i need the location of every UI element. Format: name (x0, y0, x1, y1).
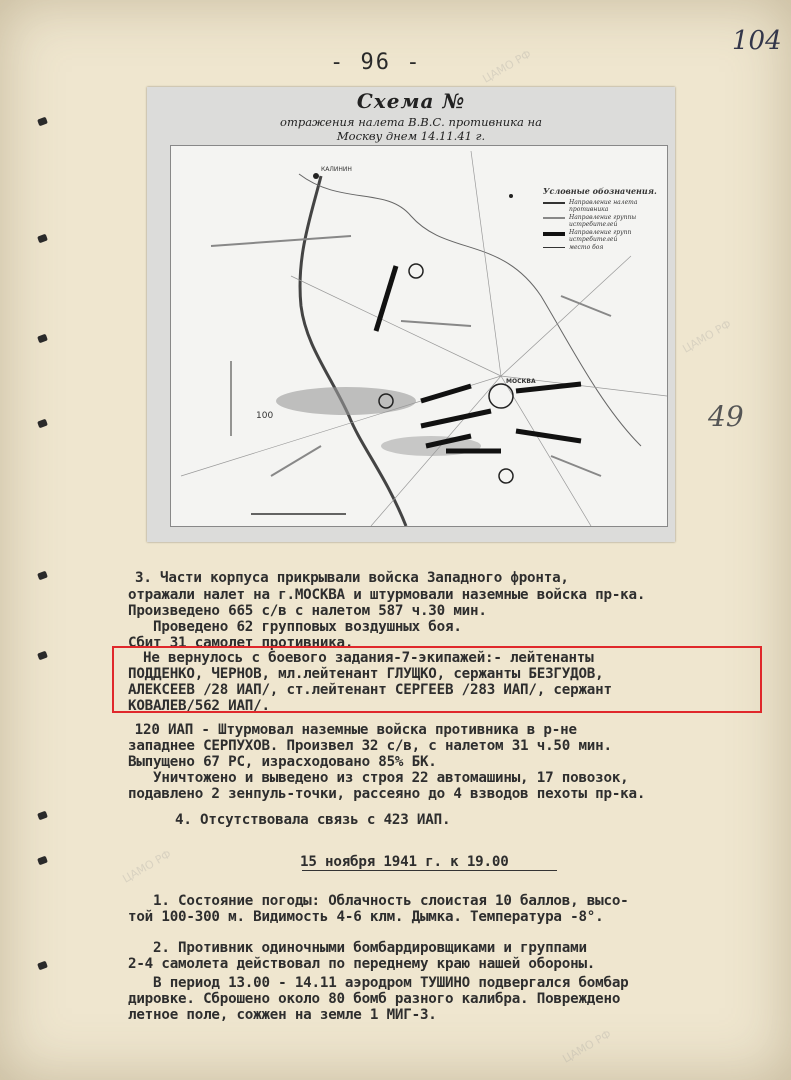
paragraph-2-line: 2-4 самолета действовал по переднему краю нашей обороны. (128, 956, 596, 972)
map-legend (543, 186, 661, 259)
paragraph-2-line: В период 13.00 - 14.11 аэродром ТУШИНО подвергался бомбар (128, 975, 629, 991)
missing-crews-line: Не вернулось с боевого задания-7-экипажей:- лейтенанты (118, 650, 594, 666)
watermark: ЦАМО РФ (680, 317, 734, 356)
date-heading: 15 ноября 1941 г. к 19.00 (300, 854, 509, 870)
scheme-subtitle-line1: отражения налета В.В.С. противника на (280, 115, 542, 129)
map-label-kalinin: КАЛИНИН (321, 166, 352, 173)
archive-number: 104 (732, 26, 782, 56)
side-number: 49 (708, 400, 744, 433)
paragraph-2-line: летное поле, сожжен на земле 1 МИГ-3. (128, 1007, 437, 1023)
missing-crews-line: КОВАЛЕВ/562 ИАП/. (128, 698, 270, 714)
scheme-title: Схема № (356, 89, 466, 113)
paragraph-120-line: подавлено 2 зенпуль-точки, рассеяно до 4 взводов пехоты пр-ка. (128, 786, 646, 802)
missing-crews-line: АЛЕКСЕЕВ /28 ИАП/, ст.лейтенант СЕРГЕЕВ /283 ИАП/, сержант (128, 682, 612, 698)
paragraph-120-line: Выпущено 67 РС, израсходовано 85% БК. (128, 754, 437, 770)
paragraph-3-line: 3. Части корпуса прикрывали войска Западного фронта, (135, 570, 569, 586)
legend-title: Условные обозначения. (543, 186, 657, 196)
paragraph-3-line: Произведено 665 с/в с налетом 587 ч.30 мин. (128, 603, 487, 619)
paragraph-120-line: 120 ИАП - Штурмовал наземные войска противника в р-не (118, 722, 577, 738)
paragraph-120-line: западнее СЕРПУХОВ. Произвел 32 с/в, с налетом 31 ч.50 мин. (128, 738, 612, 754)
watermark: ЦАМО РФ (480, 47, 534, 86)
missing-crews-line: ПОДДЕНКО, ЧЕРНОВ, мл.лейтенант ГЛУЩКО, сержанты БЕЗГУДОВ, (128, 666, 604, 682)
paragraph-3-line: Проведено 62 групповых воздушных боя. (128, 619, 462, 635)
map-label-moscow: МОСКВА (506, 378, 536, 385)
paragraph-4: 4. Отсутствовала связь с 423 ИАП. (150, 812, 451, 828)
legend-item: Направление групп истребителей (543, 229, 661, 244)
paragraph-3-line: отражали налет на г.МОСКВА и штурмовали наземные войска пр-ка. (128, 587, 646, 603)
paragraph-2-line: 2. Противник одиночными бомбардировщиками и группами (128, 940, 587, 956)
paragraph-120-line: Уничтожено и выведено из строя 22 автомашины, 17 повозок, (128, 770, 629, 786)
legend-item: Направление группы истребителей (543, 214, 661, 229)
map-label-scale: 100 (256, 411, 274, 421)
scheme-map (170, 145, 668, 527)
scheme-photo (147, 87, 675, 542)
paragraph-1-line: той 100-300 м. Видимость 4-6 клм. Дымка. Температура -8°. (128, 909, 604, 925)
scheme-subtitle-line2: Москву днем 14.11.41 г. (336, 129, 486, 143)
highlight-box (112, 646, 762, 713)
watermark: ЦАМО РФ (560, 1027, 614, 1066)
paragraph-1-line: 1. Состояние погоды: Облачность слоистая 10 баллов, высо- (128, 893, 629, 909)
page-number: - 96 - (330, 50, 422, 75)
legend-item: место боя (543, 244, 661, 259)
legend-item: Направление налета противника (543, 199, 661, 214)
paragraph-3-line: Сбит 31 самолет противника. (128, 635, 354, 651)
paragraph-2-line: дировке. Сброшено около 80 бомб разного калибра. Повреждено (128, 991, 621, 1007)
watermark: ЦАМО РФ (120, 847, 174, 886)
date-underline (302, 870, 557, 871)
